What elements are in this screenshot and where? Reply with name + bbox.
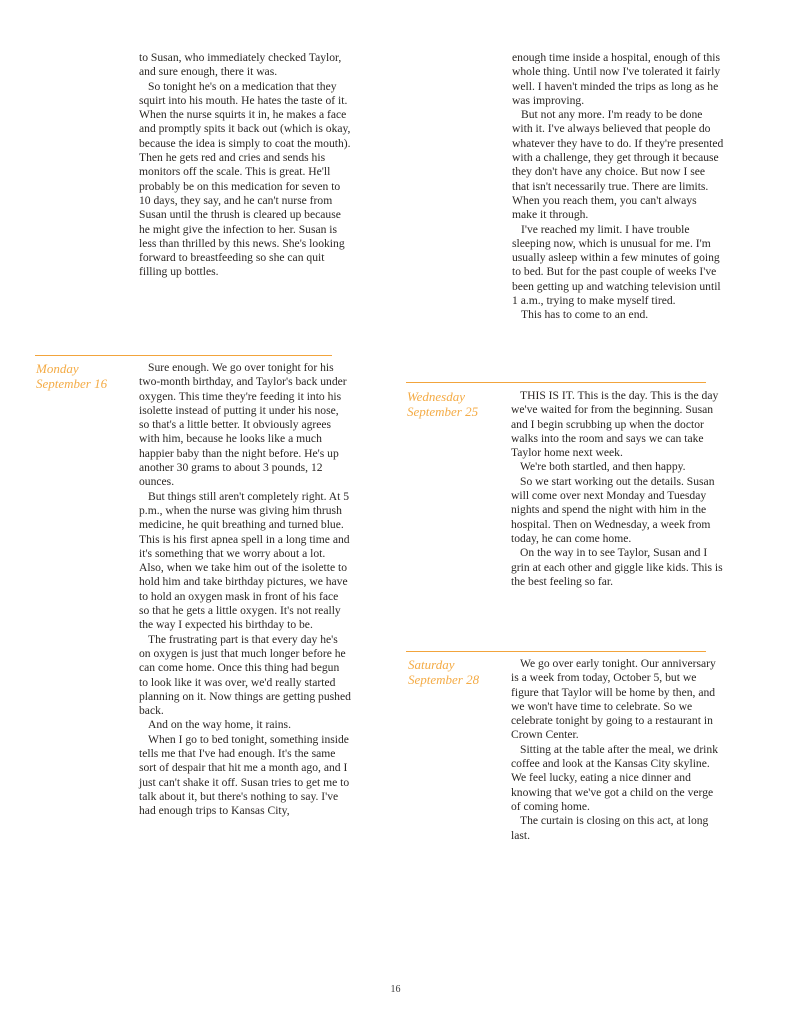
- paragraph: And on the way home, it rains.: [148, 718, 291, 732]
- wednesday-entry-body: [511, 389, 723, 589]
- paragraph: THIS IS IT. This is the day. This is the day we've waited for from the beginning. Susan and I begin scrubbing up when the doctor walks into the room and says we can take Taylor home next week.: [511, 389, 719, 460]
- monday-entry-body: [139, 361, 351, 819]
- paragraph: The curtain is closing on this act, at long last.: [511, 814, 709, 842]
- paragraph: But things still aren't completely right. At 5 p.m., when the nurse was giving him thrush medicine, he quit breathing and turned blue. This is his first apnea spell in a long time and it's something that we worry about a lot. Also, when we take him out of the isolette to hold him and take birthday pictures, we have to hold an oxygen mask in front of his face so that he gets a little oxygen. It's not really the way I expected his birthday to be.: [139, 489, 350, 632]
- left-continued-text: [139, 51, 351, 280]
- paragraph: We're both startled, and then happy.: [520, 460, 686, 474]
- paragraph: enough time inside a hospital, enough of this whole thing. Until now I've tolerated it fairly well. I haven't minded the trips as long as he was improving.: [512, 51, 721, 107]
- date-heading-saturday: [408, 657, 479, 687]
- right-continued-text: [512, 51, 724, 323]
- day-name: Wednesday: [407, 389, 466, 404]
- entry-divider-rule: [406, 651, 706, 652]
- paragraph: Sitting at the table after the meal, we drink coffee and look at the Kansas City skyline. We feel lucky, eating a nice dinner and knowing that we've got a child on the verge of coming home.: [511, 742, 718, 813]
- paragraph: On the way in to see Taylor, Susan and I grin at each other and giggle like kids. This is the best feeling so far.: [511, 546, 723, 588]
- paragraph: So tonight he's on a medication that they squirt into his mouth. He hates the taste of it. When the nurse squirts it in, he makes a face and promptly spits it back out (which is okay, because the idea is simply to coat the mouth). Then he gets red and cries and sends his monitors off the scale. This is great. He'll probably be on this medication for seven to 10 days, they say, and he can't nurse from Susan until the thrush is cleared up because he might give the infection to her. Susan is less than thrilled by this news. She's looking forward to breastfeeding so she can quit filling up bottles.: [139, 79, 351, 279]
- paragraph: But not any more. I'm ready to be done with it. I've always believed that people do whatever they have to do. If they're presented with a challenge, they get through it because they don't have any choice. But now I see that isn't necessarily true. There are limits. When you reach them, you can't always make it through.: [512, 108, 724, 222]
- paragraph: When I go to bed tonight, something inside tells me that I've had enough. It's the same sort of despair that hit me a month ago, and I just can't shake it off. Susan tries to get me to talk about it, but there's nothing to say. I've had enough trips to Kansas City,: [139, 732, 350, 818]
- paragraph: Sure enough. We go over tonight for his two-month birthday, and Taylor's back under oxygen. This time they're feeding it into his isolette instead of putting it under his nose, so that's a little better. It obviously agrees with him, because he looks like a much happier baby than the night before. He's up another 30 grams to about 3 pounds, 12 ounces.: [139, 361, 347, 489]
- paragraph: I've reached my limit. I have trouble sleeping now, which is unusual for me. I'm usually asleep within a few minutes of going to bed. But for the past couple of weeks I've been getting up and watching television until 1 a.m., trying to make myself tired.: [512, 222, 721, 308]
- entry-divider-rule: [406, 382, 706, 383]
- day-name: Saturday: [408, 657, 455, 672]
- paragraph: The frustrating part is that every day he's on oxygen is just that much longer before he can come home. Once this thing had begun to look like it was over, we'd really started planning on it. Now things are getting pushed back.: [139, 632, 351, 718]
- paragraph: We go over early tonight. Our anniversary is a week from today, October 5, but we figure that Taylor will be home by then, and we won't have time to celebrate. So we celebrate tonight by going to a restaurant in Crown Center.: [511, 657, 716, 742]
- saturday-entry-body: [511, 657, 723, 843]
- entry-divider-rule: [35, 355, 332, 356]
- paragraph: to Susan, who immediately checked Taylor, and sure enough, there it was.: [139, 51, 342, 79]
- paragraph: So we start working out the details. Susan will come over next Monday and Tuesday nights and spend the night with him in the hospital. Then on Wednesday, a week from today, he can come home.: [511, 474, 715, 545]
- date-heading-monday: [36, 361, 107, 391]
- date-label: September 28: [408, 672, 480, 687]
- paragraph: This has to come to an end.: [521, 308, 649, 322]
- page-number: 16: [390, 984, 401, 995]
- date-label: September 16: [36, 376, 108, 391]
- date-heading-wednesday: [407, 389, 478, 419]
- day-name: Monday: [36, 361, 79, 376]
- date-label: September 25: [407, 404, 479, 419]
